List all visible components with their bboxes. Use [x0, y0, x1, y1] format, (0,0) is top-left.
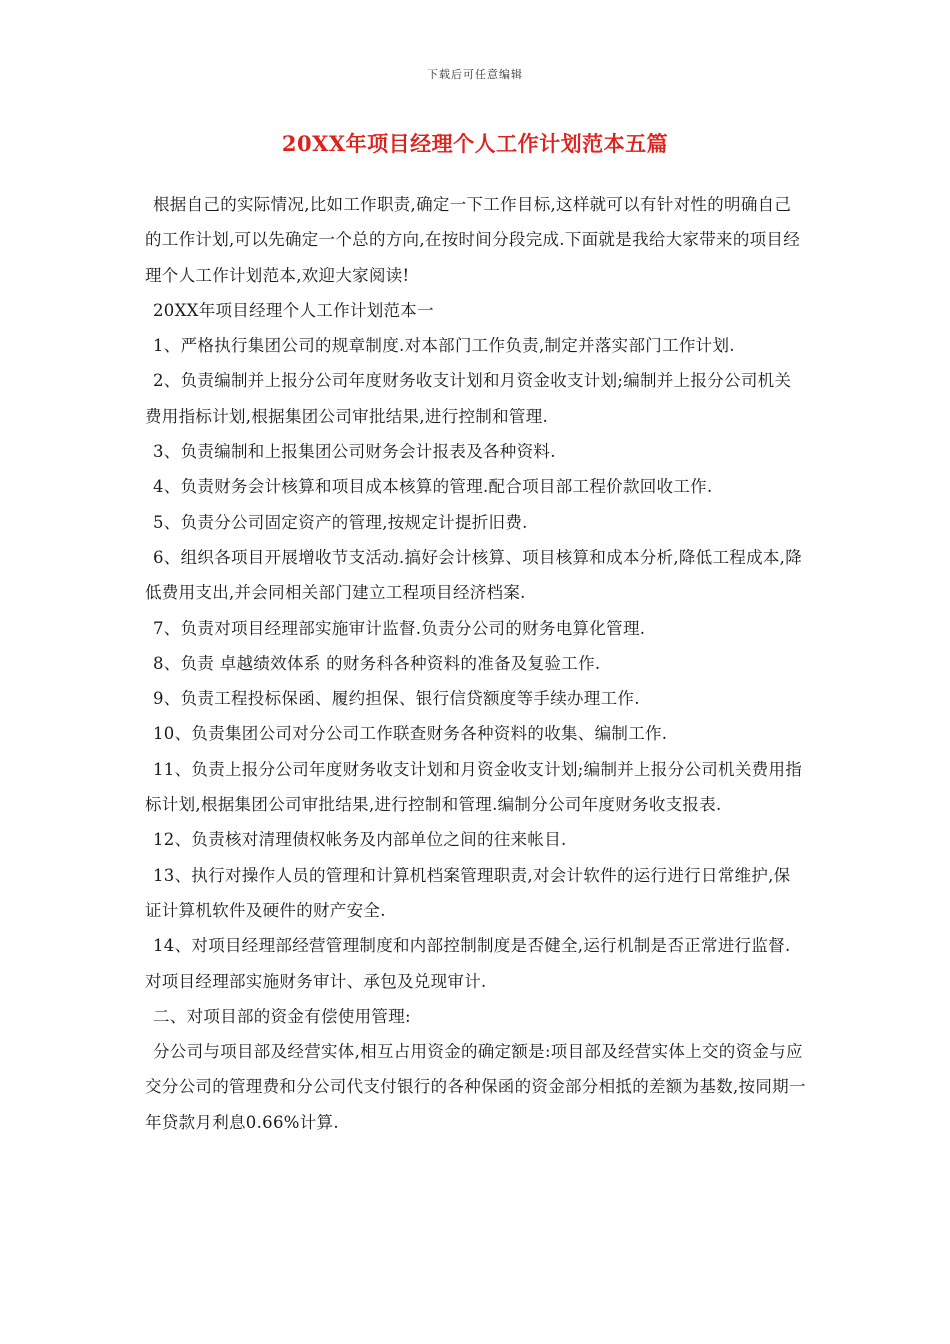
list-item: 5、负责分公司固定资产的管理,按规定计提折旧费.	[153, 512, 528, 532]
subsection-heading: 二、对项目部的资金有偿使用管理:	[153, 1006, 411, 1026]
list-item: 3、负责编制和上报集团公司财务会计报表及各种资料.	[153, 442, 556, 462]
list-item: 12、负责核对清理债权帐务及内部单位之间的往来帐目.	[153, 830, 567, 850]
list-item: 13、执行对操作人员的管理和计算机档案管理职责,对会计软件的运行进行日常维护,保证计算机软件及硬件的财产安全.	[145, 865, 791, 920]
body-paragraph: 分公司与项目部及经营实体,相互占用资金的确定额是:项目部及经营实体上交的资金与应交分公司的管理费和分公司代支付银行的各种保函的资金部分相抵的差额为基数,按同期一年贷款月利息0.66%计算.	[145, 1042, 806, 1132]
list-item: 1、严格执行集团公司的规章制度.对本部门工作负责,制定并落实部门工作计划.	[153, 336, 735, 356]
section-heading: 20XX年项目经理个人工作计划范本一	[153, 300, 434, 320]
list-item: 8、负责 卓越绩效体系 的财务科各种资料的准备及复验工作.	[153, 653, 601, 673]
page-header-note: 下载后可任意编辑	[427, 68, 523, 81]
list-item: 4、负责财务会计核算和项目成本核算的管理.配合项目部工程价款回收工作.	[153, 477, 713, 497]
list-item: 11、负责上报分公司年度财务收支计划和月资金收支计划;编制并上报分公司机关费用指标计划,根据集团公司审批结果,进行控制和管理.编制分公司年度财务收支报表.	[145, 759, 803, 815]
list-item: 9、负责工程投标保函、履约担保、银行信贷额度等手续办理工作.	[153, 689, 640, 709]
document-title: 20XX年项目经理个人工作计划范本五篇	[281, 131, 669, 156]
list-item: 10、负责集团公司对分公司工作联查财务各种资料的收集、编制工作.	[153, 724, 668, 744]
list-item: 14、对项目经理部经营管理制度和内部控制制度是否健全,运行机制是否正常进行监督.对项目经理部实施财务审计、承包及兑现审计.	[145, 936, 791, 991]
document-body	[145, 187, 807, 1140]
list-item: 6、组织各项目开展增收节支活动.搞好会计核算、项目核算和成本分析,降低工程成本,降低费用支出,并会同相关部门建立工程项目经济档案.	[145, 547, 803, 603]
list-item: 7、负责对项目经理部实施审计监督.负责分公司的财务电算化管理.	[153, 618, 646, 638]
list-item: 2、负责编制并上报分公司年度财务收支计划和月资金收支计划;编制并上报分公司机关费用指标计划,根据集团公司审批结果,进行控制和管理.	[145, 371, 792, 426]
intro-paragraph: 根据自己的实际情况,比如工作职责,确定一下工作目标,这样就可以有针对性的明确自己的工作计划,可以先确定一个总的方向,在按时间分段完成.下面就是我给大家带来的项目经理个人工作计划范本,欢迎大家阅读!	[145, 195, 801, 285]
